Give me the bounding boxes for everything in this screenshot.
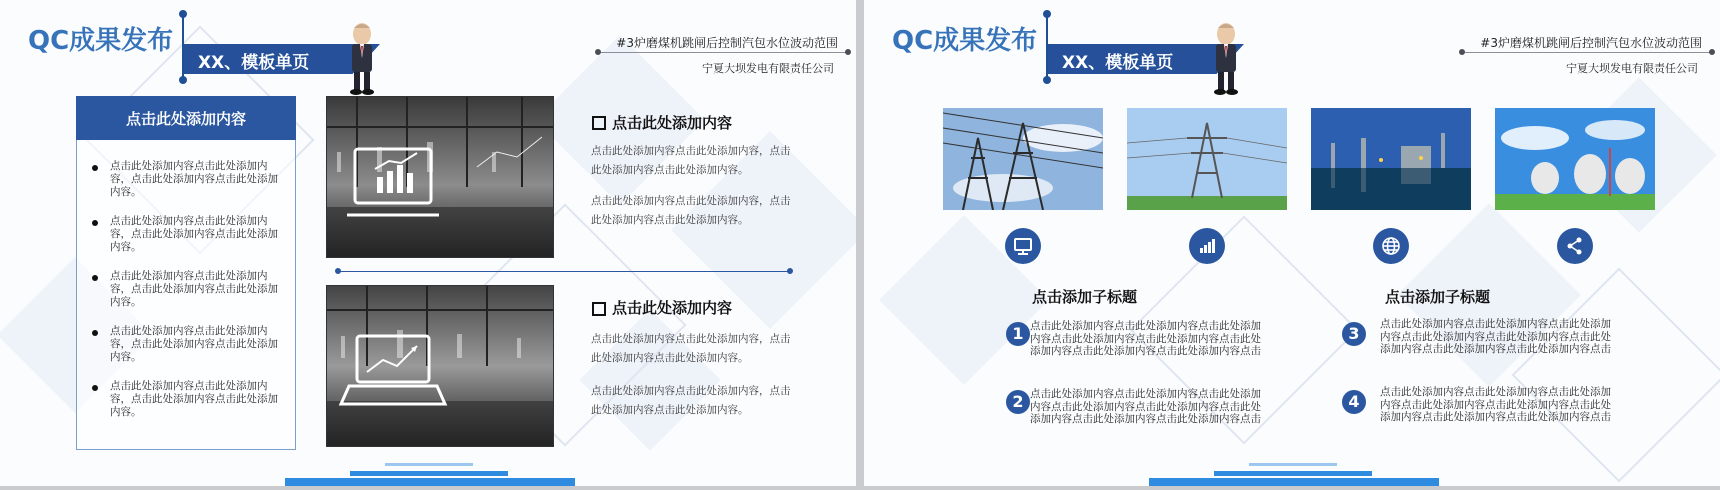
slide-left[interactable] (0, 0, 856, 486)
footer-bar (350, 471, 508, 476)
qc-title: QC成果发布 (892, 26, 1038, 56)
businessman-mascot (1204, 20, 1248, 96)
company-name: 宁夏大坝发电有限责任公司 (702, 62, 834, 75)
bullet-dot (92, 220, 98, 226)
list-item[interactable] (92, 380, 282, 422)
item-text[interactable]: 点击此处添加内容点击此处添加内容点击此处添加内容点击此处添加内容点击此处添加内容点击此处添加内容点击此处添加内容点击此处添加内容点击 (1380, 386, 1611, 423)
banner-title: XX、模板单页 (198, 53, 310, 73)
pylon-photo (1127, 108, 1287, 210)
section-title[interactable]: 点击此处添加内容 (612, 299, 733, 317)
section-title[interactable]: 点击此处添加内容 (612, 114, 733, 132)
footer-bar (285, 478, 575, 486)
item-text[interactable]: 点击此处添加内容点击此处添加内容点击此处添加内容点击此处添加内容点击此处添加内容点击此处添加内容点击此处添加内容点击此处添加内容点击 (1030, 320, 1261, 357)
qc-title: QC成果发布 (28, 26, 174, 56)
office-photo (326, 96, 554, 258)
bullet-text: 点击此处添加内容点击此处添加内容，点击此处添加内容点击此处添加内容。 (110, 325, 278, 363)
bullet-text: 点击此处添加内容点击此处添加内容，点击此处添加内容点击此处添加内容。 (110, 270, 278, 308)
list-item[interactable] (92, 270, 282, 312)
header-line-dot (1043, 76, 1051, 84)
header-divider-dot (1709, 49, 1715, 55)
header-title: #3炉磨煤机跳闸后控制汽包水位波动范围 (1480, 36, 1702, 50)
header-line-dot (1043, 10, 1051, 18)
section-paragraph[interactable]: 点击此处添加内容点击此处添加内容，点击此处添加内容点击此处添加内容。 (591, 145, 791, 176)
bullet-dot (92, 165, 98, 171)
header-line-dot (179, 76, 187, 84)
bullet-text: 点击此处添加内容点击此处添加内容，点击此处添加内容点击此处添加内容。 (110, 160, 278, 198)
section-checkbox (592, 116, 606, 130)
monitor-icon[interactable] (1005, 228, 1041, 264)
item-text[interactable]: 点击此处添加内容点击此处添加内容点击此处添加内容点击此处添加内容点击此处添加内容点击此处添加内容点击此处添加内容点击此处添加内容点击 (1380, 318, 1611, 355)
header-line-dot (179, 10, 187, 18)
footer-bar (1249, 463, 1337, 466)
section-paragraph[interactable]: 点击此处添加内容点击此处添加内容，点击此处添加内容点击此处添加内容。 (591, 385, 791, 416)
list-item[interactable] (92, 215, 282, 257)
subtitle[interactable]: 点击添加子标题 (1385, 288, 1491, 306)
list-item[interactable] (92, 160, 282, 202)
businessman-mascot (340, 20, 384, 96)
divider-dot (787, 268, 793, 274)
divider-dot (335, 268, 341, 274)
header-divider (598, 52, 848, 53)
header-divider-dot (1459, 49, 1465, 55)
share-icon[interactable] (1557, 228, 1593, 264)
refinery-photo (1311, 108, 1471, 210)
header-vertical-line (1046, 12, 1048, 82)
number-badge: 3 (1342, 322, 1366, 346)
bullet-dot (92, 330, 98, 336)
footer-bar (1149, 478, 1439, 486)
section-checkbox (592, 302, 606, 316)
header-title: #3炉磨煤机跳闸后控制汽包水位波动范围 (616, 36, 838, 50)
header-divider-dot (595, 49, 601, 55)
number-badge: 1 (1006, 322, 1030, 346)
item-text[interactable]: 点击此处添加内容点击此处添加内容点击此处添加内容点击此处添加内容点击此处添加内容点击此处添加内容点击此处添加内容点击此处添加内容点击 (1030, 388, 1261, 425)
office-photo (326, 285, 554, 447)
company-name: 宁夏大坝发电有限责任公司 (1566, 62, 1698, 75)
header-divider (1462, 52, 1712, 53)
storage-tank-photo (1495, 108, 1655, 210)
subtitle[interactable]: 点击添加子标题 (1032, 288, 1138, 306)
globe-icon[interactable] (1373, 228, 1409, 264)
section-divider (338, 271, 790, 272)
banner-title: XX、模板单页 (1062, 53, 1174, 73)
footer-bar (1214, 471, 1372, 476)
header-vertical-line (182, 12, 184, 82)
footer-bar (385, 463, 473, 466)
list-item[interactable] (92, 325, 282, 367)
bullet-dot (92, 385, 98, 391)
bar-chart-icon[interactable] (1189, 228, 1225, 264)
slide-right[interactable] (864, 0, 1720, 486)
bullet-text: 点击此处添加内容点击此处添加内容，点击此处添加内容点击此处添加内容。 (110, 380, 278, 418)
bullet-text: 点击此处添加内容点击此处添加内容，点击此处添加内容点击此处添加内容。 (110, 215, 278, 253)
bullet-dot (92, 275, 98, 281)
section-paragraph[interactable]: 点击此处添加内容点击此处添加内容，点击此处添加内容点击此处添加内容。 (591, 333, 791, 364)
power-tower-photo (943, 108, 1103, 210)
section-paragraph[interactable]: 点击此处添加内容点击此处添加内容，点击此处添加内容点击此处添加内容。 (591, 195, 791, 226)
number-badge: 2 (1006, 390, 1030, 414)
header-divider-dot (845, 49, 851, 55)
card-title[interactable]: 点击此处添加内容 (125, 110, 246, 128)
number-badge: 4 (1342, 390, 1366, 414)
